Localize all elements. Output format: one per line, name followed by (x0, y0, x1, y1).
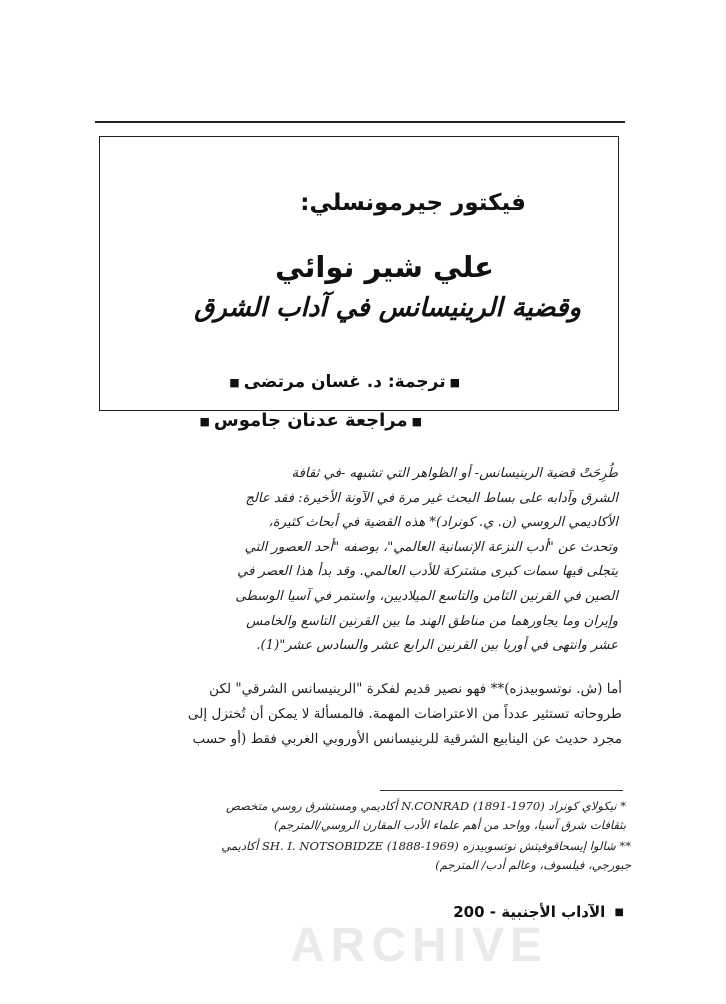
article-title: علي شير نوائي (275, 250, 494, 284)
bullet-square-icon: ■ (411, 414, 422, 428)
text-line: يتجلى فيها سمات كبرى مشتركة للأدب العالمي. وقد بدأ هذا العصر في (237, 564, 618, 580)
footnote-line: جيورجي، فيلسوف، وعالم أدب/ المترجم) (435, 858, 631, 872)
text-line: وإيران وما يجاورهما من مناطق الهند ما بين القرنين التاسع والخامس (246, 613, 618, 629)
body-paragraph-2 (95, 677, 622, 752)
bullet-square-icon: ■ (449, 375, 460, 389)
text-line: الصين في القرنين الثامن والتاسع الميلاديين، واستمر في آسيا الوسطى (235, 588, 618, 604)
translator-text: ترجمة: د. غسان مرتضى (243, 372, 446, 392)
footnote-line: * نيكولاي كونراد N.CONRAD (1891-1970) أكاديمي ومستشرق روسي متخصص (225, 799, 626, 813)
footer-separator: - (489, 903, 497, 921)
journal-name: الآداب الأجنبية (501, 903, 606, 921)
footnote-rule (380, 790, 623, 791)
archive-watermark: ARCHIVE (290, 919, 549, 972)
text-line: الأكاديمي الروسي (ن. ي. كونراد)* هذه القضية في أبحاث كثيرة، (268, 515, 618, 531)
footnote-2 (106, 837, 631, 875)
reviewer-text: مراجعة عدنان جاموس (213, 410, 408, 431)
footnote-line: ** شالوا إيسحاقوفيتش نوتسوبيدزه SH. I. NOTSOBIDZE (1888-1969) أكاديمي (221, 839, 631, 853)
text-line: الشرق وآدابه على بساط البحث غير مرة في الآونة الأخيرة: فقد عالج (245, 490, 618, 506)
footnote-1 (106, 797, 626, 835)
text-line: وتحدث عن "أدب النزعة الإنسانية العالمي"، بوصفه "أحد العصور التي (244, 539, 618, 555)
text-line: عشر وانتهى في أوربا بين القرنين الرابع عشر والسادس عشر"(1). (256, 638, 618, 654)
article-author: فيكتور جيرمونسلي: (300, 190, 526, 216)
body-paragraph-1 (103, 462, 618, 659)
text-line: طروحاته تستثير عدداً من الاعتراضات المهمة. فالمسألة لا يمكن أن تُختزل إلى (187, 706, 622, 722)
text-line: مجرد حديث عن الينابيع الشرقية للرينيسانس الأوروبي الغربي فقط (أو حسب (192, 731, 622, 747)
reviewer-credit (196, 410, 426, 431)
bullet-square-icon: ■ (229, 375, 240, 389)
footnote-line: بثقافات شرق آسيا، وواحد من أهم علماء الأدب المقارن الروسي/المترجم) (274, 818, 626, 832)
bullet-square-icon: ■ (199, 414, 210, 428)
text-line: طُرِحَتْ قضية الرينيسانس- أو الظواهر التي تشبهه -في ثقافة (291, 466, 618, 481)
footer-marker-icon: ■ (614, 907, 624, 918)
text-line: أما (ش. نوتسوبيدزه)** فهو نصير قديم لفكرة "الرينيسانس الشرقي" لكن (209, 681, 622, 697)
top-rule (95, 121, 625, 123)
page-number: 200 (453, 903, 485, 921)
translator-credit (225, 372, 464, 392)
article-subtitle: وقضية الرينيسانس في آداب الشرق (194, 293, 581, 323)
